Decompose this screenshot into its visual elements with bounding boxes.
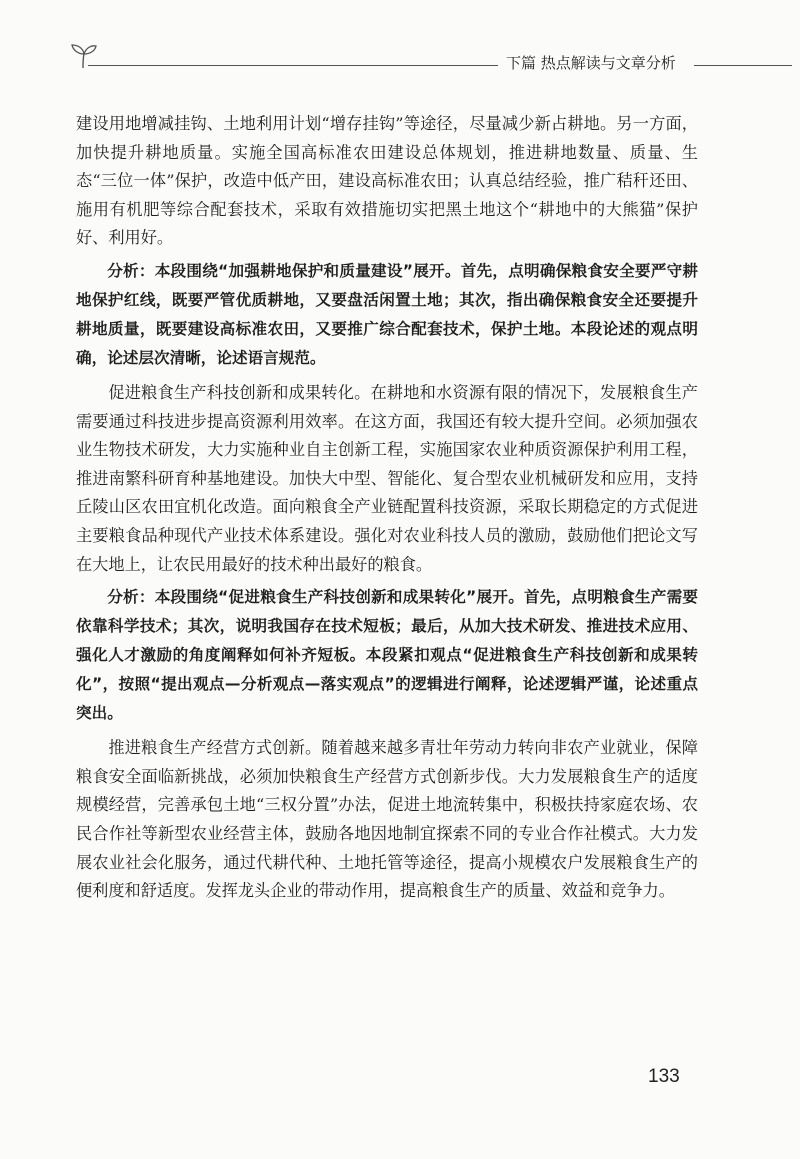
paragraph-business-model: 推进粮食生产经营方式创新。随着越来越多青壮年劳动力转向非农产业就业，保障粮食安全面临新挑战，必须加快粮食生产经营方式创新步伐。大力发展粮食生产的适度规模经营，完善承包土地“三权分置”办法，促进土地流转集中，积极扶持家庭农场、农民合作社等新型农业经营主体，鼓励各地因地制宜探索不同的专业合作社模式。大力发展农业社会化服务，通过代耕代种、土地托管等途径，提高小规模农户发展粮食生产的便利度和舒适度。发挥龙头企业的带动作用，提高粮食生产的质量、效益和竞争力。 bbox=[76, 738, 698, 901]
running-header bbox=[68, 40, 792, 74]
body-text bbox=[76, 110, 698, 908]
header-rule-right bbox=[694, 65, 792, 66]
header-title: 下篇 热点解读与文章分析 bbox=[506, 54, 676, 72]
paragraph-tech-innovation: 促进粮食生产科技创新和成果转化。在耕地和水资源有限的情况下，发展粮食生产需要通过科技进步提高资源利用效率。在这方面，我国还有较大提升空间。必须加强农业生物技术研发，大力实施种业自主创新工程，实施国家农业种质资源保护利用工程，推进南繁科研育种基地建设。加快大中型、智能化、复合型农业机械研发和应用，支持丘陵山区农田宜机化改造。面向粮食全产业链配置科技资源，采取长期稳定的方式促进主要粮食品种现代产业技术体系建设。强化对农业科技人员的激励，鼓励他们把论文写在大地上，让农民用最好的技术种出最好的粮食。 bbox=[76, 382, 698, 574]
analysis-paragraph-2: 分析：本段围绕“促进粮食生产科技创新和成果转化”展开。首先，点明粮食生产需要依靠科学技术；其次，说明我国存在技术短板；最后，从加大技术研发、推进技术应用、强化人才激励的角度阐释如何补齐短板。本段紧扣观点“促进粮食生产科技创新和成果转化”，按照“提出观点—分析观点—落实观点”的逻辑进行阐释，论述逻辑严谨，论述重点突出。 bbox=[76, 588, 698, 723]
analysis-paragraph-1: 分析：本段围绕“加强耕地保护和质量建设”展开。首先，点明确保粮食安全要严守耕地保护红线，既要严管优质耕地，又要盘活闲置土地；其次，指出确保粮食安全还要提升耕地质量，既要建设高标准农田，又要推广综合配套技术，保护土地。本段论述的观点明确，论述层次清晰，论述语言规范。 bbox=[76, 261, 698, 367]
paragraph-farmland-continued: 建设用地增减挂钩、土地利用计划“增存挂钩”等途径，尽量减少新占耕地。另一方面，加快提升耕地质量。实施全国高标准农田建设总体规划，推进耕地数量、质量、生态“三位一体”保护，改造中低产田，建设高标准农田；认真总结经验，推广秸秆还田、施用有机肥等综合配套技术，采取有效措施切实把黑土地这个“耕地中的大熊猫”保护好、利用好。 bbox=[76, 114, 698, 248]
header-rule-left bbox=[88, 65, 498, 66]
page-number: 133 bbox=[648, 1066, 680, 1087]
